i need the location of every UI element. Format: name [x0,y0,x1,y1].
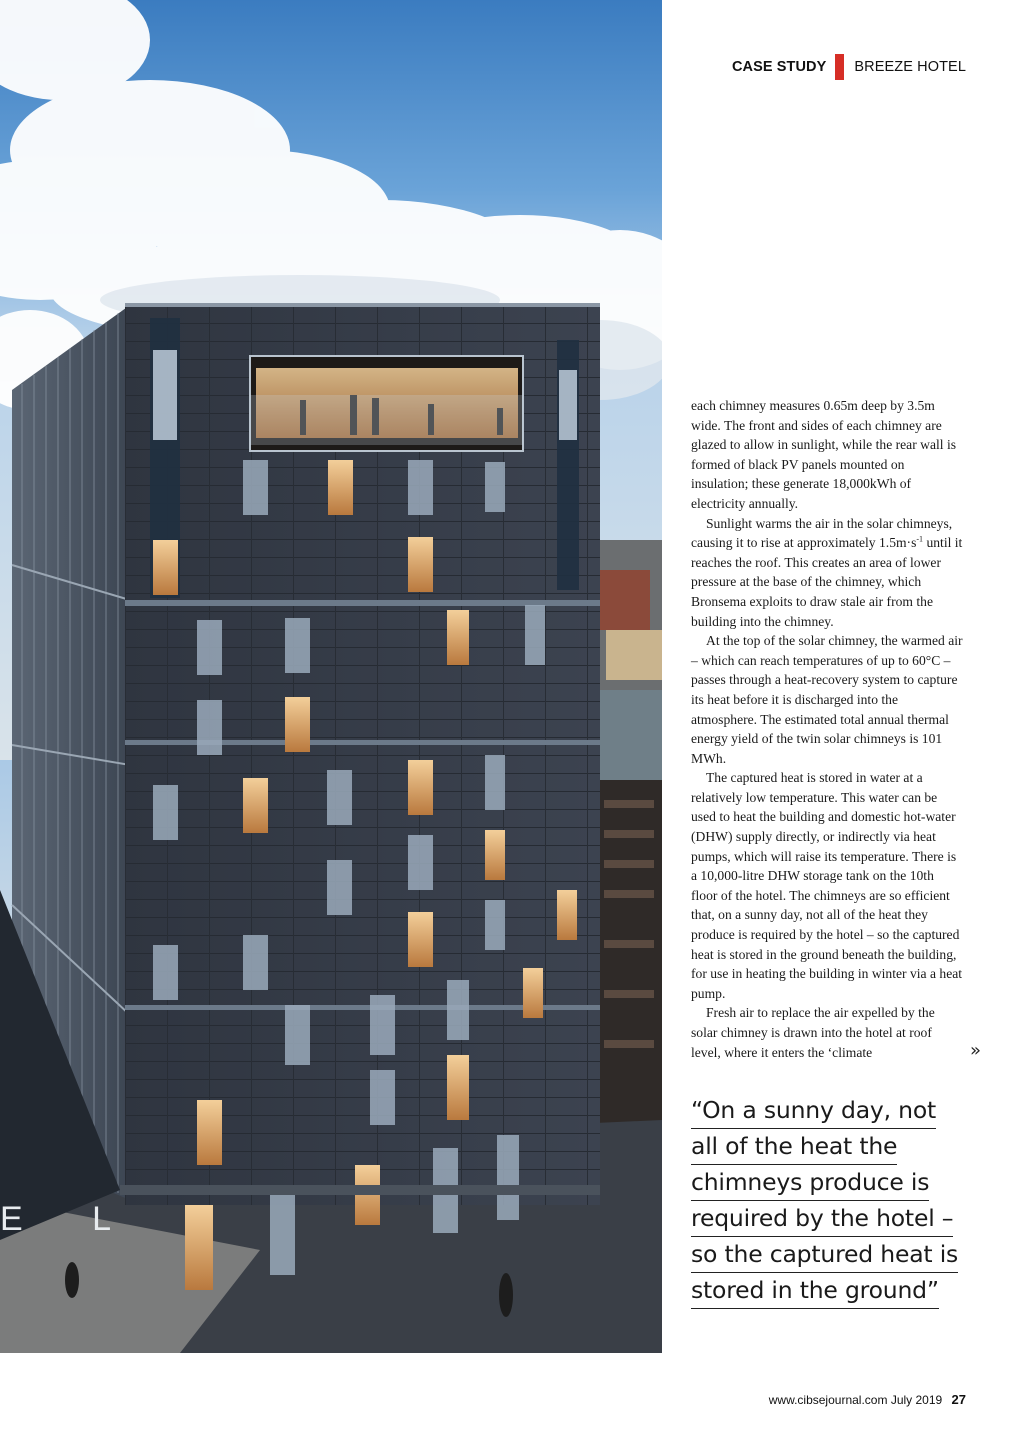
section-label: CASE STUDY [731,59,827,75]
pull-quote-line: required by the hotel – [691,1201,953,1237]
article-paragraph: Sunlight warms the air in the solar chimneys, causing it to rise at approximately $1.5m\cdot s^{-1}$ until it reaches the roof. This creates an area of lower pressure at the base of the chimney, which Bronsema exploits to draw stale air from the building into the chimney. [691,515,963,629]
footer-issue: July 2019 [890,1393,943,1407]
article-paragraph: The captured heat is stored in water at a relatively low temperature. This water can be used to heat the building and domestic hot-water (DHW) supply directly, or indirectly via heat pumps, which will raise its temperature. There is a 10,000-litre DHW storage tank on the 10th floor of the hotel. The chimneys are so efficient that, on a sunny day, not all of the heat they produce is required by the hotel – so the captured heat is stored in the ground beneath the building, for use in heating the building in winter via a heat pump. [691,770,963,1001]
pull-quote-line: chimneys produce is [691,1165,929,1201]
signage-letters: E L [0,1200,142,1238]
article-paragraph: each chimney measures 0.65m deep by 3.5m wide. The front and sides of each chimney are glazed to allow in sunlight, while the rear wall is formed of black PV panels mounted on insulation; these generate 18,000kWh of electricity annually. [691,398,957,511]
topic-label: BREEZE HOTEL [854,59,966,75]
page-number: 27 [951,1392,966,1407]
article-paragraph: At the top of the solar chimney, the warmed air – which can reach temperatures of up to 60°C – passes through a heat-recovery system to capture its heat before it is discharged into the atmosphere. The estimated total annual thermal energy yield of the twin solar chimneys is 101 MWh. [691,633,963,766]
pull-quote-line: “On a sunny day, not [691,1093,936,1129]
footer-url: www.cibsejournal.com [768,1393,888,1407]
article-body [691,396,963,1062]
header-divider [835,54,844,80]
pull-quote-line: stored in the ground” [691,1273,939,1309]
continue-arrow-icon: » [970,1040,982,1061]
page-header [732,56,966,78]
pull-quote-line: so the captured heat is [691,1237,958,1273]
article-paragraph: Fresh air to replace the air expelled by the solar chimney is drawn into the hotel at roof level, where it enters the ‘climate [691,1005,935,1060]
pull-quote-line: all of the heat the [691,1129,897,1165]
page-footer [769,1392,966,1407]
pull-quote [691,1093,981,1309]
